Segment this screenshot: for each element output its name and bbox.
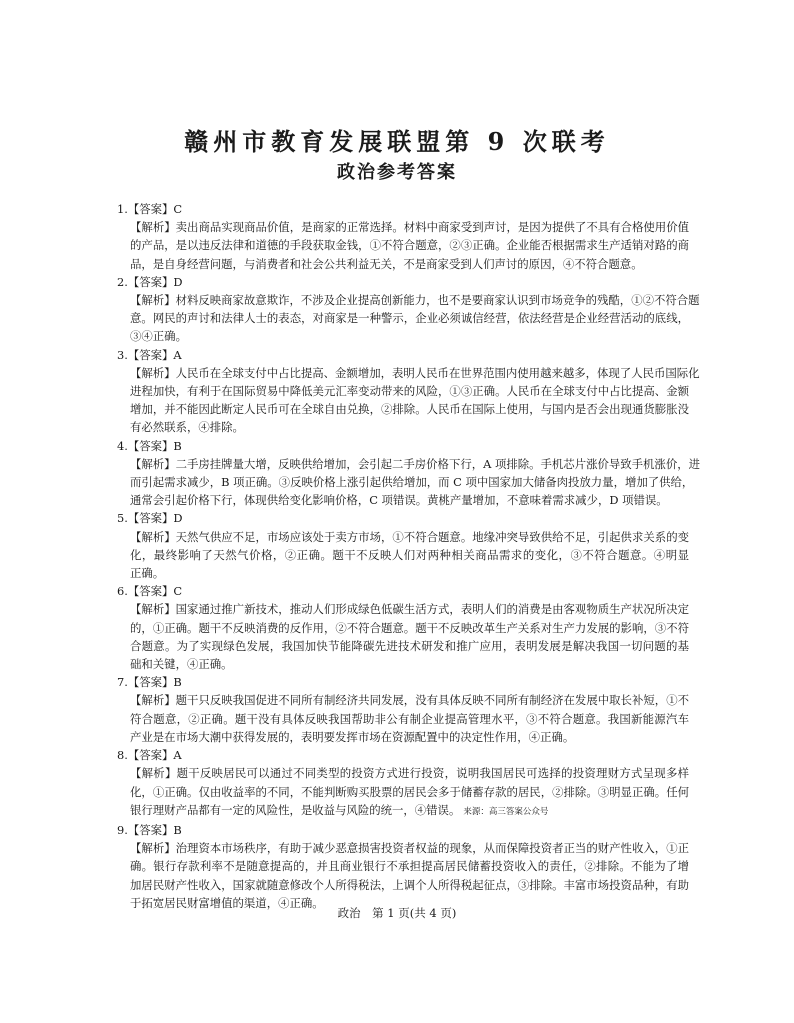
analysis-line (130, 600, 689, 618)
analysis-line (130, 400, 689, 418)
analysis-line (130, 473, 694, 491)
analysis-text: 【解析】国家通过推广新技术，推动人们形成绿色低碳生活方式，表明人们的消费是由客观物质生产状况所决定 (130, 602, 689, 617)
analysis-text: 【解析】二手房挂牌量大增，反映供给增加，会引起二手房价格下行，A 项排除。手机芯片涨价导致手机涨价，进 (130, 456, 700, 471)
analysis-text: 【解析】卖出商品实现商品价值，是商家的正常选择。材料中商家受到声讨，是因为提供了不具有合格使用价值 (130, 220, 689, 235)
analysis-line (130, 857, 689, 875)
analysis-line (130, 455, 700, 473)
analysis-line (130, 655, 689, 673)
analysis-line (130, 546, 689, 564)
analysis-text: 品，是自身经营问题，与消费者和社会公共利益无关，不是商家受到人们声讨的原因，④不符合题意。 (130, 256, 643, 271)
analysis-text: 加居民财产性收入，国家就随意修改个人所得税法，上调个人所得税起征点，③排除。丰富市场投资品种，有助 (130, 877, 689, 892)
analysis-text: 的，①正确。题干不反映消费的反作用，②不符合题意。题干不反映改革生产关系对生产力发展的影响，③不符 (130, 620, 689, 635)
answer-item (117, 673, 689, 746)
analysis-line (130, 291, 700, 309)
answer-label: 7.【答案】B (117, 675, 182, 690)
analysis-text: 合题意。为了实现绿色发展，我国加快节能降碳先进技术研发和推广应用，表明发展是解决我国一切问题的基 (130, 638, 689, 653)
analysis-line (130, 327, 689, 345)
answer-label: 8.【答案】A (117, 748, 182, 763)
analysis-line (130, 728, 689, 746)
analysis-line (130, 839, 689, 857)
analysis-text: 意。网民的声讨和法律人士的表态，对商家是一种警示，企业必须诚信经营，依法经营是企业经营活动的底线， (130, 311, 689, 326)
page-footer: 政治 第 1 页(共 4 页) (337, 906, 457, 920)
analysis-text: 【解析】治理资本市场秩序，有助于减少恶意损害投资者权益的现象，从而保障投资者正当的财产性收入，①正 (130, 841, 689, 856)
analysis-text: 【解析】人民币在全球支付中占比提高、金额增加，表明人民币在世界范围内使用越来越多，体现了人民币国际化 (130, 365, 700, 380)
analysis-line (130, 491, 689, 509)
answer-label: 4.【答案】B (117, 438, 182, 453)
analysis-text: 增加，并不能因此断定人民币可在全球自由兑换，②排除。人民币在国际上使用，与国内是否会出现通货膨胀没 (130, 402, 689, 417)
answer-item (117, 200, 689, 273)
analysis-text: 而引起需求减少，B 项正确。③反映价格上涨引起供给增加，而 C 项中国家加大储备肉投放力量，增加了供给， (130, 475, 694, 490)
analysis-line (130, 382, 689, 400)
source-note: 来源：高三答案公众号 (463, 806, 549, 817)
analysis-line (130, 236, 689, 254)
analysis-text: ③④正确。 (130, 329, 187, 344)
answer-item (117, 273, 700, 346)
analysis-line (130, 364, 700, 382)
analysis-line (130, 418, 689, 436)
analysis-line (130, 783, 689, 801)
answer-label: 1.【答案】C (117, 202, 183, 216)
analysis-line (130, 764, 689, 782)
analysis-text: 正确。 (130, 566, 165, 581)
answer-item (117, 582, 689, 673)
analysis-text: 有必然联系，④排除。 (130, 420, 244, 435)
analysis-line (130, 619, 689, 637)
answer-item (117, 437, 700, 510)
analysis-line (130, 255, 689, 273)
analysis-text: 于拓宽居民财富增值的渠道，④正确。 (130, 895, 324, 910)
answer-label: 3.【答案】A (117, 347, 182, 362)
answer-label: 6.【答案】C (117, 584, 183, 599)
analysis-line (130, 309, 689, 327)
analysis-text: 的产品，是以违反法律和道德的手段获取金钱，①不符合题意，②③正确。企业能否根据需求生产适销对路的商 (130, 238, 689, 253)
analysis-line (130, 691, 689, 709)
analysis-text: 进程加快，有利于在国际贸易中降低美元汇率变动带来的风险，①③正确。人民币在全球支付中占比提高、金额 (130, 384, 689, 399)
analysis-line (130, 218, 689, 236)
answer-item (117, 821, 689, 912)
document-subtitle: 政治参考答案 (337, 162, 457, 183)
analysis-text: 化，①正确。仅由收益率的不同，不能判断购买股票的居民会多于储蓄存款的居民，②排除。③明显正确。任何 (130, 784, 689, 799)
answer-label: 2.【答案】D (117, 274, 183, 289)
analysis-text: 【解析】天然气供应不足，市场应该处于卖方市场，①不符合题意。地缘冲突导致供给不足，引起供求关系的变 (130, 529, 689, 544)
answer-label: 5.【答案】D (117, 511, 183, 526)
answer-item (117, 509, 689, 582)
answer-item (117, 746, 689, 821)
analysis-line (130, 637, 689, 655)
analysis-text: 化，最终影响了天然气价格，②正确。题干不反映人们对两种相关商品需求的变化，③不符合题意。④明显 (130, 547, 689, 562)
analysis-text: 产业是在市场大潮中获得发展的，表明要发挥市场在资源配置中的决定性作用，④正确。 (130, 729, 575, 744)
answer-item (117, 346, 700, 437)
analysis-line (130, 801, 689, 821)
analysis-line (130, 710, 689, 728)
analysis-line (130, 528, 689, 546)
analysis-text: 础和关键，④正确。 (130, 657, 233, 672)
analysis-text: 【解析】题干只反映我国促进不同所有制经济共同发展，没有具体反映不同所有制经济在发展中取长补短，①不 (130, 693, 689, 708)
analysis-line (130, 564, 689, 582)
analysis-text: 符合题意，②正确。题干没有具体反映我国帮助非公有制企业提高管理水平，③不符合题意。我国新能源汽车 (130, 711, 689, 726)
answer-label: 9.【答案】B (117, 822, 182, 837)
analysis-text: 【解析】题干反映居民可以通过不同类型的投资方式进行投资，说明我国居民可选择的投资理财方式呈现多样 (130, 766, 689, 781)
analysis-text: 通常会引起价格下行，体现供给变化影响价格，C 项错误。黄桃产量增加，不意味着需求减少，D 项错误。 (130, 493, 668, 508)
analysis-text: 确。银行存款利率不是随意提高的，并且商业银行不承担提高居民储蓄投资收入的责任，②排除。不能为了增 (130, 859, 689, 874)
analysis-line (130, 876, 689, 894)
analysis-text: 【解析】材料反映商家故意欺诈，不涉及企业提高创新能力，也不是要商家认识到市场竞争的残酷，①②不符合题 (130, 293, 700, 308)
document-title: 赣州市教育发展联盟第 9 次联考 (184, 127, 610, 156)
answer-list (117, 200, 700, 912)
analysis-text: 银行理财产品都有一定的风险性，是收益与风险的统一，④错误。 (130, 802, 461, 817)
